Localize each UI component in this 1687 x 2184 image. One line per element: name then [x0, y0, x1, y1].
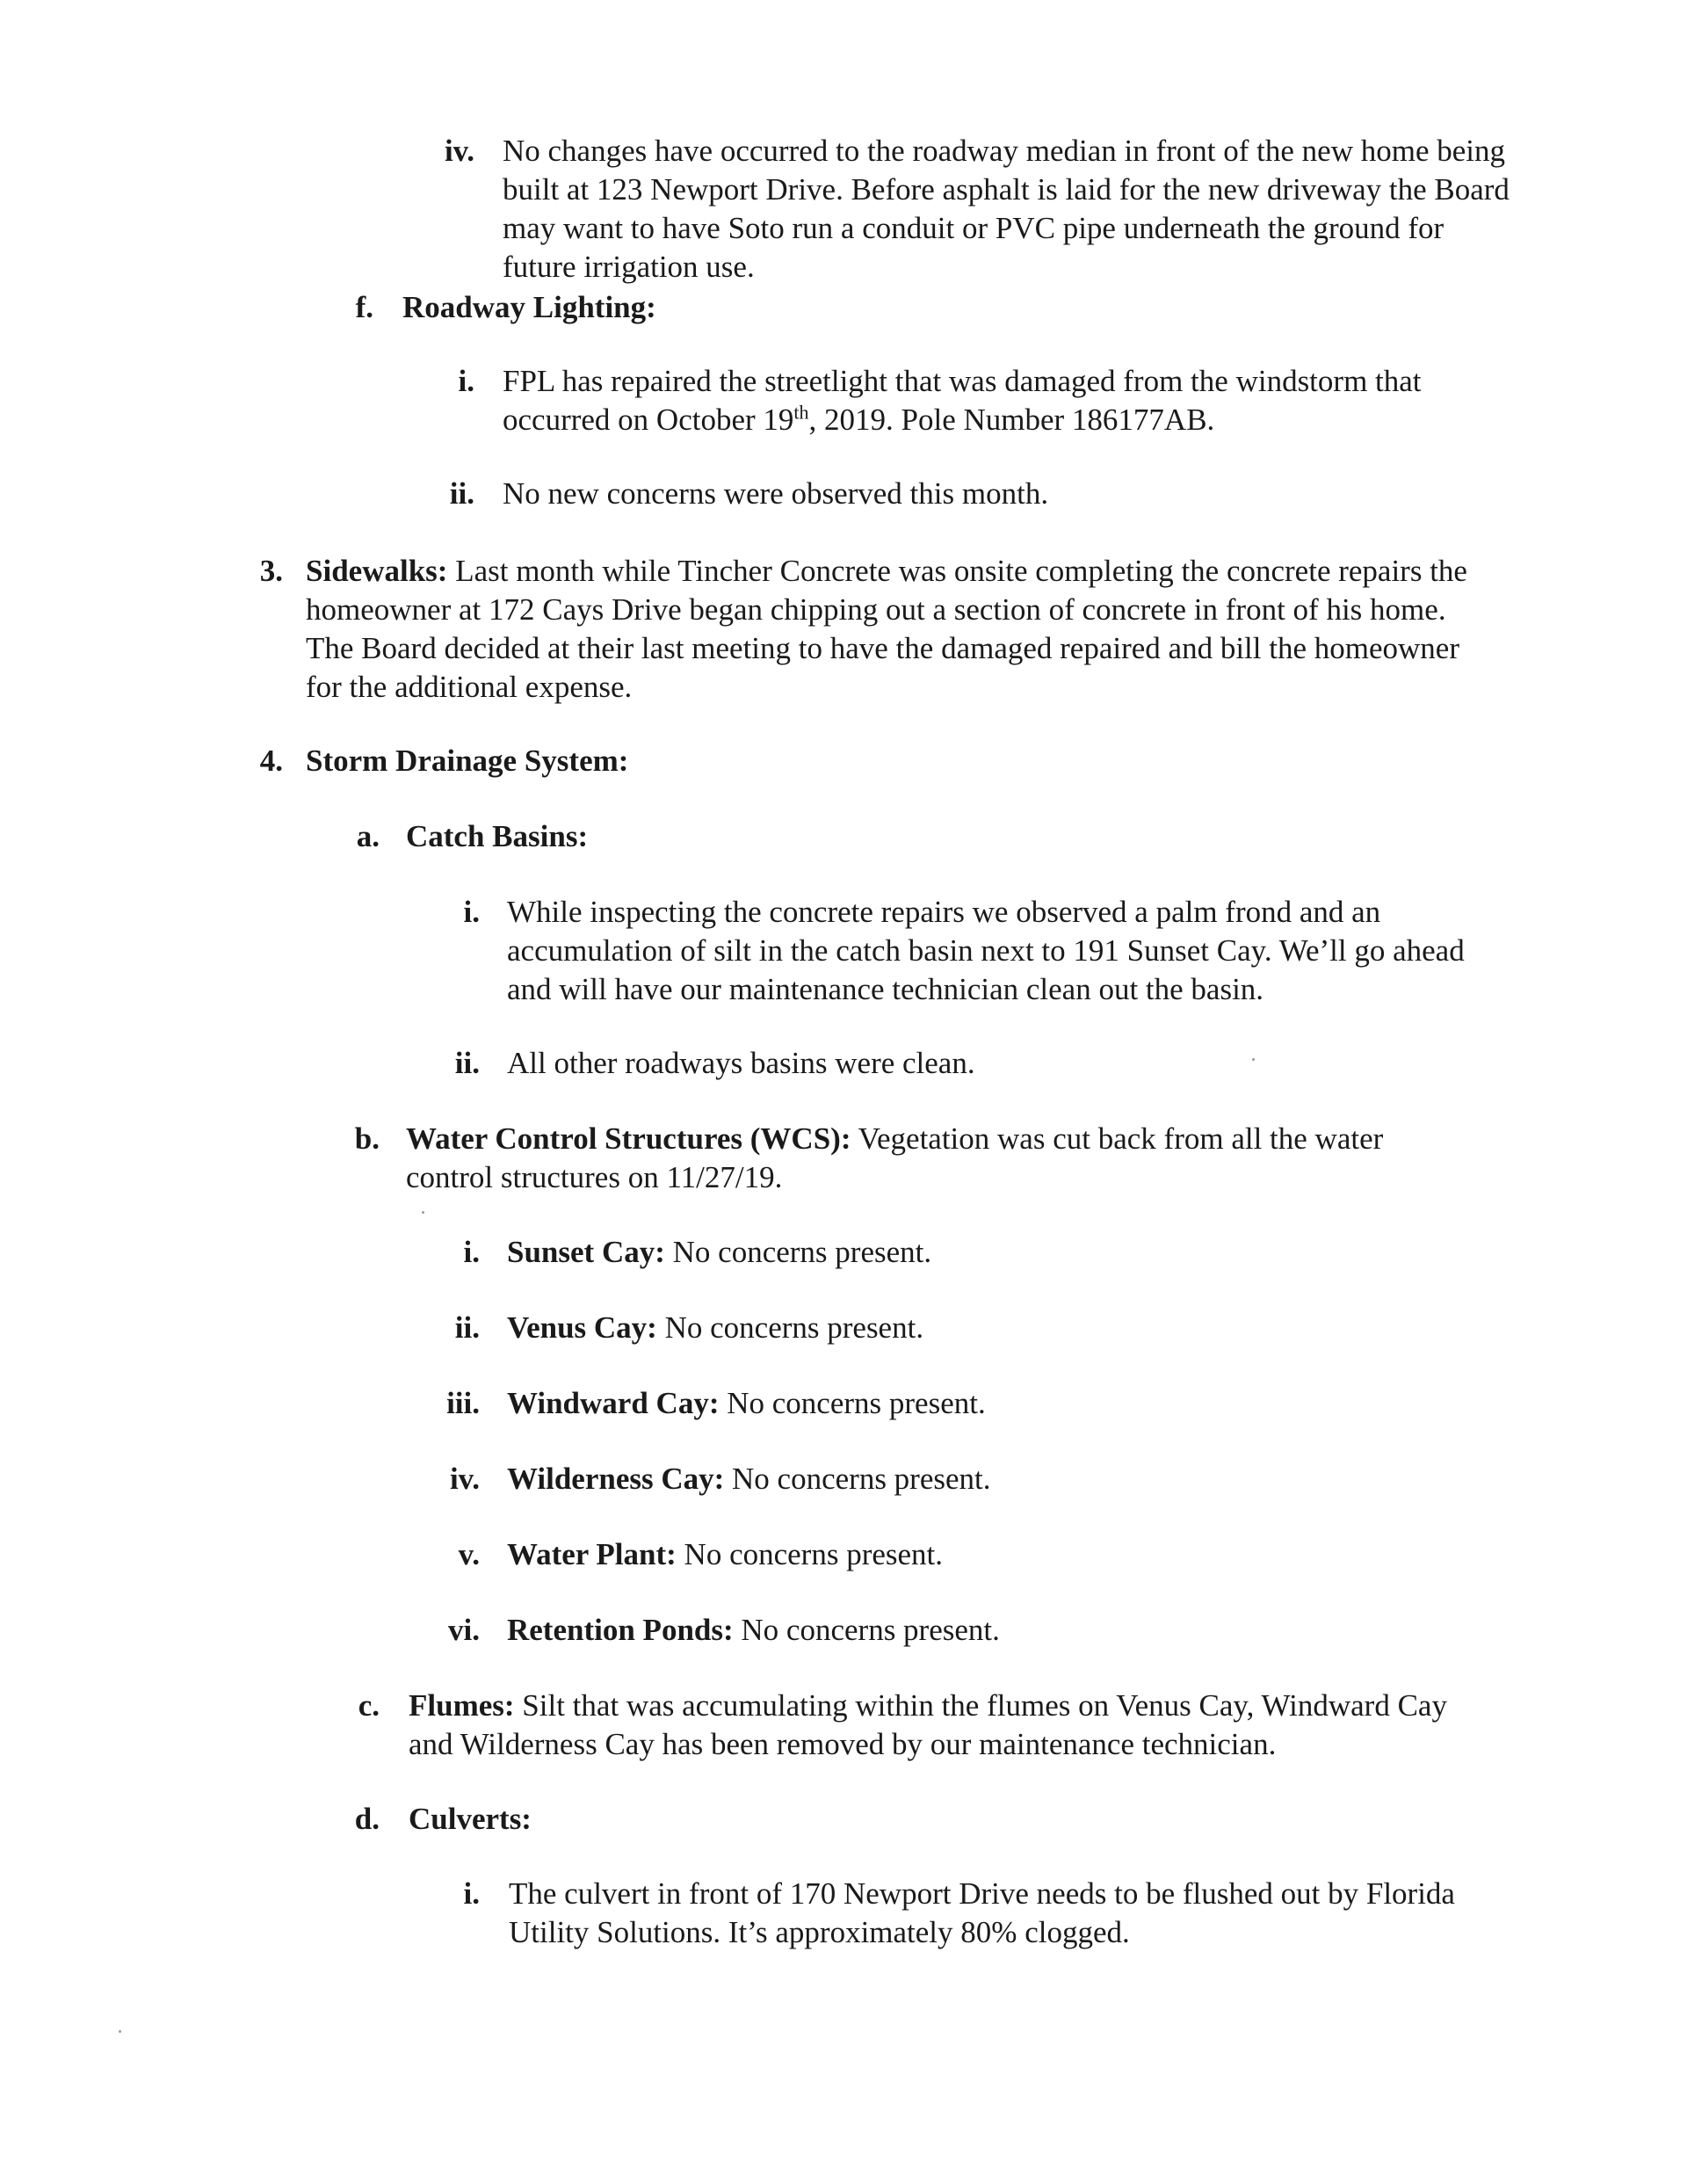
section-heading: Catch Basins: — [406, 819, 589, 853]
location-label: Windward Cay: — [507, 1386, 720, 1420]
basins-i-text: While inspecting the concrete repairs we observed a palm frond and an accumulation of silt in the catch basin next to 191 Sunset Cay. We’ll go ahead and will have our maintenance technician clean out the basin. — [507, 895, 1465, 1006]
list-marker: i. — [463, 1876, 480, 1911]
location-label: Sunset Cay: — [507, 1235, 665, 1269]
list-marker: i. — [463, 1235, 480, 1269]
list-marker: f. — [355, 290, 373, 324]
status-text: No concerns present. — [676, 1537, 944, 1571]
list-marker: iii. — [446, 1386, 480, 1420]
list-marker: i. — [463, 895, 480, 929]
lighting-ii-text: No new concerns were observed this month. — [503, 476, 1049, 511]
section-heading: Flumes: — [409, 1688, 515, 1723]
section-heading: Sidewalks: — [306, 554, 448, 588]
roadway-median-text: No changes have occurred to the roadway median in front of the new home being built at 123 Newport Drive. Before asphalt is laid for the new driveway the Board may want to have Soto run a conduit or PVC pipe underneath the ground for future irrigation use. — [503, 134, 1510, 284]
wcs-ii-text — [507, 1309, 1473, 1347]
section-heading: Water Control Structures (WCS): — [406, 1121, 851, 1156]
scan-speck — [119, 2030, 121, 2033]
list-marker: c. — [358, 1688, 380, 1723]
wcs-text — [406, 1120, 1478, 1197]
location-label: Retention Ponds: — [507, 1613, 734, 1647]
list-marker: ii. — [454, 1310, 480, 1345]
location-label: Venus Cay: — [507, 1310, 657, 1345]
wcs-body: Vegetation was cut back from all the water control structures on 11/27/19. — [406, 1121, 1384, 1194]
wcs-iii-text — [507, 1384, 1473, 1423]
flumes-text — [409, 1687, 1485, 1764]
list-marker: v. — [458, 1537, 480, 1571]
status-text: No concerns present. — [724, 1462, 991, 1496]
sidewalks-text — [306, 552, 1474, 707]
list-marker: ii. — [449, 476, 474, 511]
location-label: Water Plant: — [507, 1537, 677, 1571]
scan-speck — [1252, 1058, 1255, 1061]
flumes-body: Silt that was accumulating within the flumes on Venus Cay, Windward Cay and Wilderness Cay has been removed by our maintenance technician. — [409, 1688, 1447, 1761]
list-marker: i. — [458, 364, 474, 398]
list-marker: a. — [356, 819, 380, 853]
scan-speck — [422, 1211, 424, 1214]
wcs-v-text — [507, 1535, 1473, 1574]
status-text: No concerns present. — [656, 1310, 924, 1345]
section-heading: Culverts: — [409, 1802, 532, 1836]
list-marker: b. — [354, 1121, 380, 1156]
section-heading: Storm Drainage System: — [306, 744, 629, 778]
list-marker: iv. — [449, 1462, 480, 1496]
list-marker: iv. — [444, 134, 474, 168]
list-marker: ii. — [454, 1046, 480, 1080]
lighting-i-text-part2: , 2019. Pole Number 186177AB. — [808, 403, 1215, 437]
sidewalks-body: Last month while Tincher Concrete was onsite completing the concrete repairs the homeowner at 172 Cays Drive began chipping out a section of concrete in front of his home. The Board decided at their last meeting to have the damaged repaired and bill the homeowner for the additional expense. — [306, 554, 1467, 704]
list-marker: d. — [354, 1802, 380, 1836]
status-text: No concerns present. — [733, 1613, 1000, 1647]
culverts-i-text: The culvert in front of 170 Newport Drive needs to be flushed out by Florida Utility Solutions. It’s approximately 80% clogged. — [509, 1876, 1455, 1949]
list-marker: vi. — [448, 1613, 480, 1647]
location-label: Wilderness Cay: — [507, 1462, 725, 1496]
wcs-iv-text — [507, 1460, 1473, 1498]
wcs-i-text — [507, 1233, 1473, 1272]
basins-ii-text: All other roadways basins were clean. — [507, 1046, 975, 1080]
lighting-i-text-part1: FPL has repaired the streetlight that was damaged from the windstorm that occurred on October 19 — [503, 364, 1422, 437]
list-marker: 4. — [259, 744, 283, 778]
superscript: th — [793, 401, 809, 424]
lighting-i-text — [503, 362, 1513, 439]
status-text: No concerns present. — [664, 1235, 932, 1269]
wcs-vi-text — [507, 1611, 1473, 1650]
section-heading: Roadway Lighting: — [402, 290, 656, 324]
status-text: No concerns present. — [719, 1386, 986, 1420]
list-marker: 3. — [259, 554, 283, 588]
